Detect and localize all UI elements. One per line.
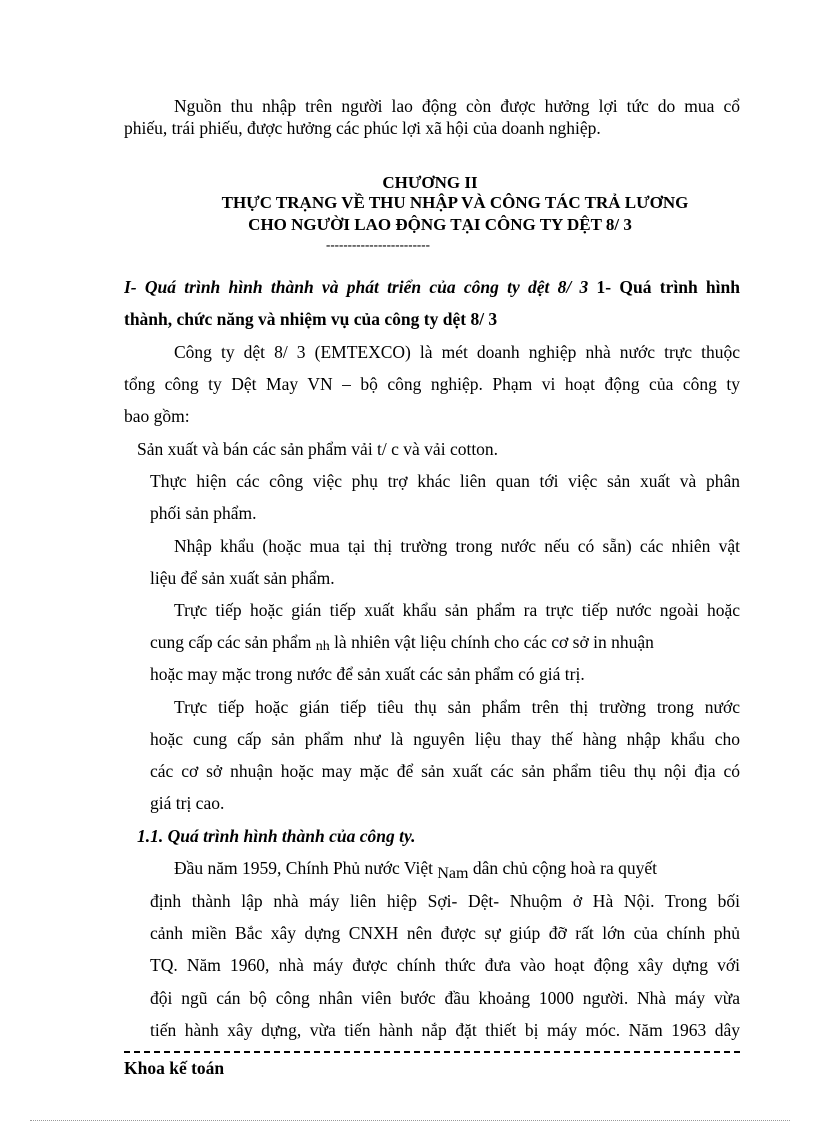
subsection-heading: 1.1. Quá trình hình thành của công ty. (137, 826, 416, 846)
item5-line-4: giá trị cao. (150, 793, 225, 813)
section-heading-numbered: 1- Quá trình hình (588, 277, 740, 297)
para2-line-2: định thành lập nhà máy liên hiệp Sợi- Dệt- Nhuộm ở Hà Nội. Trong bối (150, 891, 740, 911)
para2-line-1-sub: Nam (437, 865, 469, 882)
item4-line-2-a: cung cấp các sản phẩm (150, 632, 316, 652)
para2-line-6: tiến hành xây dựng, vừa tiến hành nắp đặt thiết bị máy móc. Năm 1963 dây (150, 1020, 740, 1040)
footer-text: Khoa kế toán (124, 1058, 225, 1078)
item1-line: Sản xuất và bán các sản phẩm vải t/ c và vải cotton. (137, 439, 499, 459)
item2-line-1: Thực hiện các công việc phụ trợ khác liên quan tới việc sản xuất và phân (150, 471, 740, 491)
chapter-title: CHƯƠNG II (382, 173, 478, 192)
intro-line-1: Nguồn thu nhập trên người lao động còn được hưởng lợi tức do mua cổ (174, 96, 740, 116)
item4-line-2-sub: nh (315, 639, 330, 654)
para1-line-1: Công ty dệt 8/ 3 (EMTEXCO) là mét doanh nghiệp nhà nước trực thuộc (174, 342, 740, 362)
para2-line-5: đội ngũ cán bộ công nhân viên bước đầu khoảng 1000 người. Nhà máy vừa (150, 988, 740, 1008)
item2-line-2: phối sản phẩm. (150, 503, 257, 523)
item3-line-2: liệu để sản xuất sản phẩm. (150, 568, 335, 588)
para2-line-1 (174, 857, 740, 885)
chapter-subtitle-line-1: THỰC TRẠNG VỀ THU NHẬP VÀ CÔNG TÁC TRẢ LƯƠNG (221, 193, 689, 212)
item4-line-1: Trực tiếp hoặc gián tiếp xuất khẩu sản phẩm ra trực tiếp nước ngoài hoặc (174, 600, 740, 620)
para2-line-3: cảnh miền Bắc xây dựng CNXH nên được sự giúp đỡ rất lớn của chính phủ (150, 923, 740, 943)
section-heading-line-2: thành, chức năng và nhiệm vụ của công ty dệt 8/ 3 (124, 309, 498, 329)
item5-line-2: hoặc cung cấp sản phẩm như là nguyên liệu thay thế hàng nhập khẩu cho (150, 729, 740, 749)
para2-line-1-b: dân chủ cộng hoà ra quyết (468, 858, 657, 878)
item3-line-1: Nhập khẩu (hoặc mua tại thị trường trong nước nếu có sẵn) các nhiên vật (174, 536, 740, 556)
item4-line-3: hoặc may mặc trong nước để sản xuất các sản phẩm có giá trị. (150, 664, 585, 684)
item4-line-2 (150, 631, 740, 658)
chapter-subtitle-line-2: CHO NGƯỜI LAO ĐỘNG TẠI CÔNG TY DỆT 8/ 3 (248, 215, 632, 234)
section-heading-line-1 (124, 276, 740, 298)
item5-line-1: Trực tiếp hoặc gián tiếp tiêu thụ sản phẩm trên thị trường trong nước (174, 697, 740, 717)
para2-line-1-a: Đầu năm 1959, Chính Phủ nước Việt (174, 858, 438, 878)
para1-line-2: tổng công ty Dệt May VN – bộ công nghiệp. Phạm vi hoạt động của công ty (124, 374, 740, 394)
para1-line-3: bao gồm: (124, 406, 190, 426)
chapter-separator: ------------------------ (326, 237, 430, 252)
item5-line-3: các cơ sở nhuận hoặc may mặc để sản xuất các sản phẩm tiêu thụ nội địa có (150, 761, 740, 781)
intro-line-2: phiếu, trái phiếu, được hưởng các phúc lợi xã hội của doanh nghiệp. (124, 118, 601, 138)
item4-line-2-b: là nhiên vật liệu chính cho các cơ sở in nhuận (329, 632, 654, 652)
footer-rule (124, 1051, 740, 1053)
page-bottom-border (30, 1120, 790, 1121)
para2-line-4: TQ. Năm 1960, nhà máy được chính thức đưa vào hoạt động xây dựng với (150, 955, 740, 975)
section-heading-italic: I- Quá trình hình thành và phát triển của công ty dệt 8/ 3 (124, 277, 589, 297)
